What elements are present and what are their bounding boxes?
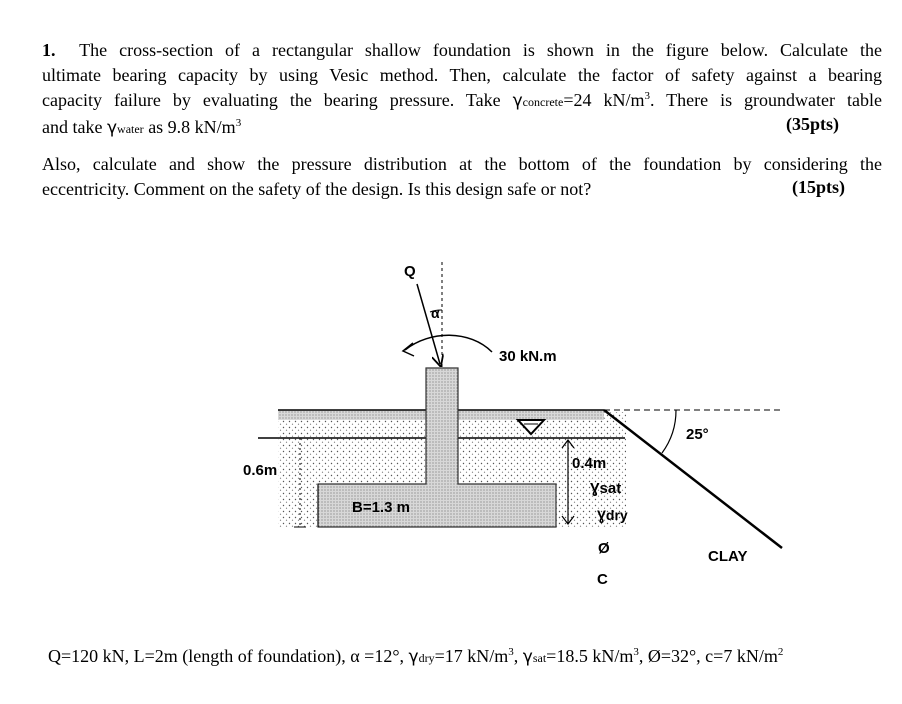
c-label: C [597,571,608,588]
problem-number: 1. [42,40,56,60]
gamma-symbol-water: γ [106,118,118,138]
gamma-symbol: γ [512,91,523,111]
line4-text-a: and take [42,117,107,137]
problem-line-1-text: The cross-section of a rectangular shallow foundation is shown in the figure below. Calculate the [79,40,882,60]
moment-arc [405,335,492,352]
alpha-label: α [431,305,440,321]
water-depth-label: 0.4m [572,455,607,472]
gamma-sat-label: Ɣsat [590,480,622,497]
concrete-subscript: concrete [522,95,564,109]
dry-subscript: dry [418,651,435,665]
load-arrow [417,284,440,364]
points-35: (35pts) [786,114,839,134]
slope-angle-label: 25° [686,426,709,443]
line4-text-b: as 9.8 kN/m [143,117,236,137]
given-text-3: , [513,646,523,666]
square-superscript: 2 [777,646,784,658]
cube-superscript-2: 3 [633,646,639,658]
line3-text-c: . There is groundwater table [649,90,882,110]
cube-superscript-water: 3 [235,117,242,129]
depth-label: 0.6m [243,462,278,479]
sat-subscript: sat [532,651,547,665]
given-text-1: Q=120 kN, L=2m (length of foundation), α =12°, [48,646,409,666]
phi-label: Ø [598,540,610,557]
problem-line-5: Also, calculate and show the pressure distribution at the bottom of the foundation by considering the [42,154,882,174]
gamma-dry-symbol: γ [408,647,419,667]
cube-superscript: 3 [644,90,650,102]
line3-text-b: =24 kN/m [563,90,645,110]
width-label: B=1.3 m [352,499,410,516]
given-text-2: =17 kN/m [434,646,509,666]
given-text-5: , Ø=32°, c=7 kN/m [638,646,778,666]
clay-label: CLAY [708,548,748,565]
problem-line-6: eccentricity. Comment on the safety of the design. Is this design safe or not? [42,179,592,199]
water-subscript: water [117,122,144,136]
problem-line-2: ultimate bearing capacity by using Vesic method. Then, calculate the factor of safety against a bearing [42,65,882,85]
cube-superscript-1: 3 [508,646,514,658]
gamma-dry-label: Ɣdry [597,507,628,523]
load-label: Q [404,263,416,280]
gamma-sat-symbol: γ [522,647,533,667]
moment-label: 30 kN.m [499,348,557,365]
points-15: (15pts) [792,177,845,197]
given-text-4: =18.5 kN/m [546,646,634,666]
given-values [48,646,783,667]
line3-text-a: capacity failure by evaluating the bearing pressure. Take [42,90,513,110]
